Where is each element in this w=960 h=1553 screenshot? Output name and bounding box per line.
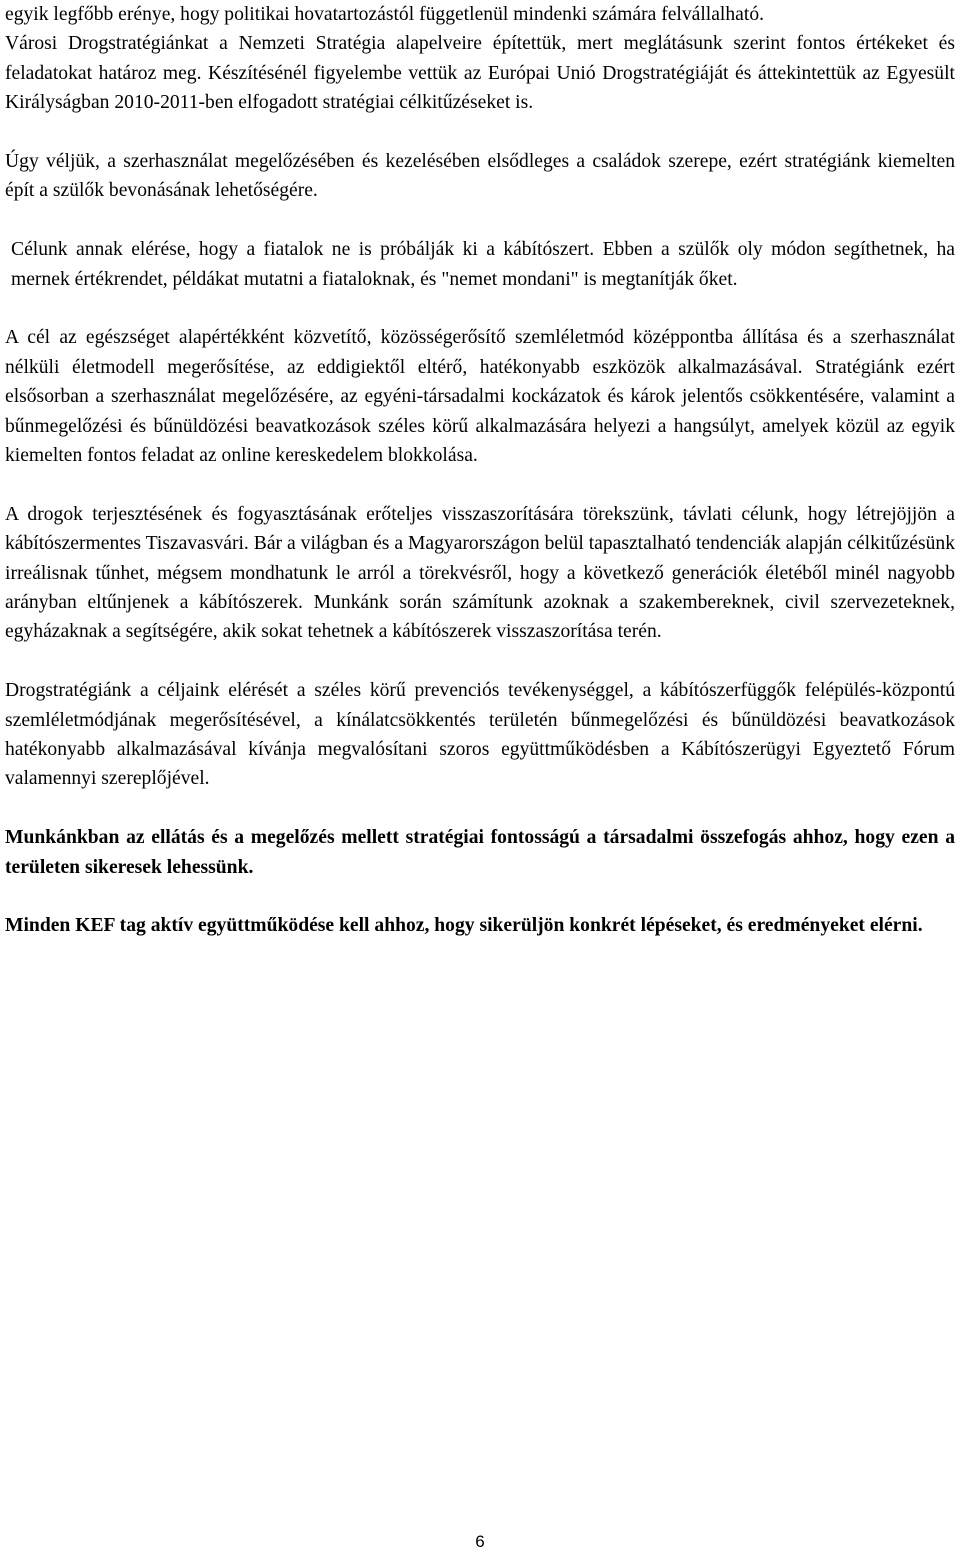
page-number: 6: [475, 1532, 485, 1551]
paragraph-goal: Célunk annak elérése, hogy a fiatalok ne is próbálják ki a kábítószert. Ebben a szülők oly módon segíthetnek, ha mernek értékrendet, példákat mutatni a fiataloknak, és "nemet mondani" is megtanítják őket.: [11, 239, 955, 290]
paragraph-strategy-basis: Városi Drogstratégiánkat a Nemzeti Stratégia alapelveire építettük, mert meglátásunk szerint fontos értékeket és feladatokat határoz meg. Készítésénél figyelembe vettük az Európai Unió Drogstratégiáját és áttekintettük az Egyesült Királyságban 2010-2011-ben elfogadott stratégiai célkitűzéseket is.: [5, 33, 955, 114]
paragraph-aim-approach: A cél az egészséget alapértékként közvetítő, közösségerősítő szemléletmód középpontba állítása és a szerhasználat nélküli életmodell megerősítése, az eddigiektől eltérő, hatékonyabb eszközök alkalmazásával. Stratégiánk ezért elsősorban a szerhasználat megelőzésére, az egyéni-társadalmi kockázatok és károk jelentős csökkentésére, valamint a bűnmegelőzési és bűnüldözési beavatkozások széles körű alkalmazására helyezi a hangsúlyt, amelyek közül az egyik kiemelten fontos feladat az online kereskedelem blokkolása.: [5, 327, 955, 467]
paragraph-cooperation: Drogstratégiánk a céljaink elérését a széles körű prevenciós tevékenységgel, a kábítószerfüggők felépülés-központú szemléletmódjának megerősítésével, a kínálatcsökkentés területén bűnmegelőzési és bűnüldözési beavatkozások hatékonyabb alkalmazásával kívánja megvalósítani szoros együttműködésben a Kábítószerügyi Egyeztető Fórum valamennyi szereplőjével.: [5, 680, 955, 790]
paragraph-kef-members: Minden KEF tag aktív együttműködése kell ahhoz, hogy sikerüljön konkrét lépéseket, és eredményeket elérni.: [5, 915, 923, 937]
document-page: [5, 0, 955, 941]
paragraph-family-role: Úgy véljük, a szerhasználat megelőzésében és kezelésében elsődleges a családok szerepe, ezért stratégiánk kiemelten épít a szülők bevonásának lehetőségére.: [5, 151, 955, 202]
paragraph-continuation: egyik legfőbb erénye, hogy politikai hovatartozástól függetlenül mindenki számára felvállalható.: [5, 4, 765, 25]
paragraph-drug-free-city: A drogok terjesztésének és fogyasztásának erőteljes visszaszorítására törekszünk, távlati célunk, hogy létrejöjjön a kábítószermentes Tiszavasvári. Bár a világban és a Magyarországon belül tapasztalható tendenciák alapján célkitűzésünk irreálisnak tűnhet, mégsem mondhatunk le arról a törekvésről, hogy a következő generációk életéből minél nagyobb arányban eltűnjenek a kábítószerek. Munkánk során számítunk azoknak a szakembereknek, civil szervezeteknek, egyházaknak a segítségére, akik sokat tehetnek a kábítószerek visszaszorítása terén.: [5, 503, 955, 643]
paragraph-social-cohesion: Munkánkban az ellátás és a megelőzés mellett stratégiai fontosságú a társadalmi összefogás ahhoz, hogy ezen a területen sikeresek lehessünk.: [5, 827, 955, 878]
